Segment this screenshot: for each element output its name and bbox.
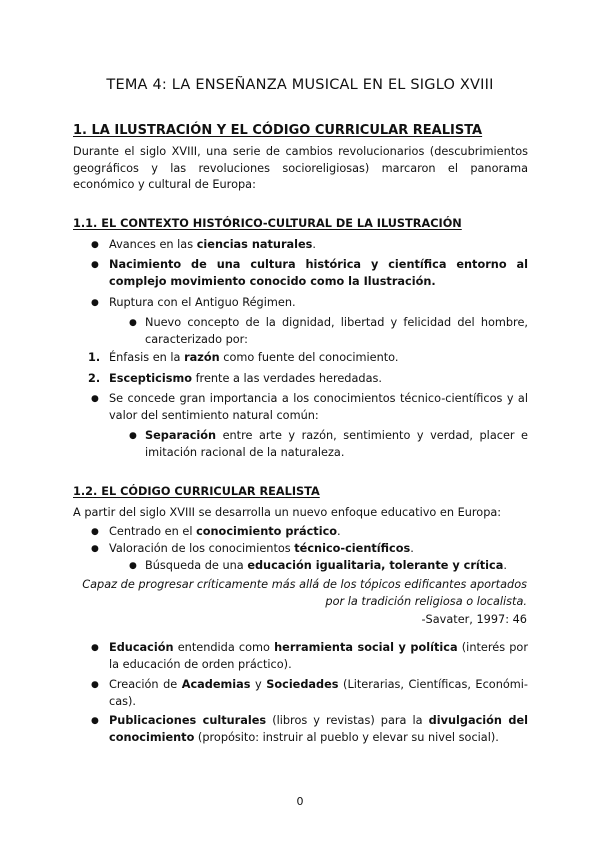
quote-citation: -Savater, 1997: 46: [421, 613, 527, 626]
numbered-item: Énfasis en la razón como fuente del conocimiento.: [109, 351, 399, 364]
page-title: TEMA 4: LA ENSEÑANZA MUSICAL EN EL SIGLO XVIII: [106, 77, 494, 93]
section-1-2-intro: A partir del siglo XVIII se desarrolla un nuevo enfoque educativo en Europa:: [73, 506, 502, 519]
list-number: 2.: [88, 372, 101, 385]
bullet-icon: ●: [91, 680, 99, 690]
quote: Capaz de progresar críticamente más allá de los tópicos edificantes aportados por la tradición religiosa o localista.: [82, 578, 527, 608]
list-item: Publicaciones culturales (libros y revistas) para la divulgación del conocimiento (propósito: instruir al pueblo y elevar su nivel social).: [109, 714, 528, 744]
bullet-icon: ●: [129, 561, 137, 571]
bullet-icon: ●: [91, 643, 99, 653]
list-item: Valoración de los conocimientos técnico-científicos.: [109, 542, 414, 555]
bullet-icon: ●: [129, 318, 137, 328]
list-number: 1.: [88, 351, 101, 364]
list-item: Avances en las ciencias naturales.: [109, 238, 316, 251]
bullet-icon: ●: [91, 716, 99, 726]
list-item: Nacimiento de una cultura histórica y científica entorno al complejo movimiento conocido como la Ilustración.: [109, 258, 528, 288]
section-1-2-heading: 1.2. EL CÓDIGO CURRICULAR REALISTA: [73, 485, 320, 498]
bullet-icon: ●: [91, 260, 99, 270]
bullet-icon: ●: [91, 298, 99, 308]
section-1-intro: Durante el siglo XVIII, una serie de cambios revolucionarios (descubrimientos geográficos y las revoluciones socioreligiosas) marcaron el panorama económico y cultural de Europa:: [73, 145, 528, 191]
list-item: Educación entendida como herramienta social y política (interés por la educación de orden práctico).: [109, 641, 528, 671]
list-subitem: Búsqueda de una educación igualitaria, tolerante y crítica.: [145, 559, 507, 572]
list-item: Ruptura con el Antiguo Régimen.: [109, 296, 296, 309]
list-item: Centrado en el conocimiento práctico.: [109, 525, 341, 538]
list-subitem: Nuevo concepto de la dignidad, libertad y felicidad del hombre, caracterizado por:: [145, 316, 528, 346]
bullet-icon: ●: [91, 240, 99, 250]
section-1-1-heading: 1.1. EL CONTEXTO HISTÓRICO-CULTURAL DE LA ILUSTRACIÓN: [73, 217, 462, 230]
list-subitem: Separación entre arte y razón, sentimiento y verdad, placer e imitación racional de la naturaleza.: [145, 429, 528, 459]
section-1-heading: 1. LA ILUSTRACIÓN Y EL CÓDIGO CURRICULAR REALISTA: [73, 123, 483, 138]
list-item: Se concede gran importancia a los conocimientos técnico-científicos y al valor del sentimiento natural común:: [109, 392, 528, 422]
bullet-icon: ●: [129, 431, 137, 441]
list-item: Creación de Academias y Sociedades (Literarias, Científicas, Económi-cas).: [109, 678, 528, 708]
page-number: 0: [296, 795, 304, 808]
numbered-item: Escepticismo frente a las verdades heredadas.: [109, 372, 382, 385]
bullet-icon: ●: [91, 544, 99, 554]
bullet-icon: ●: [91, 394, 99, 404]
bullet-icon: ●: [91, 527, 99, 537]
